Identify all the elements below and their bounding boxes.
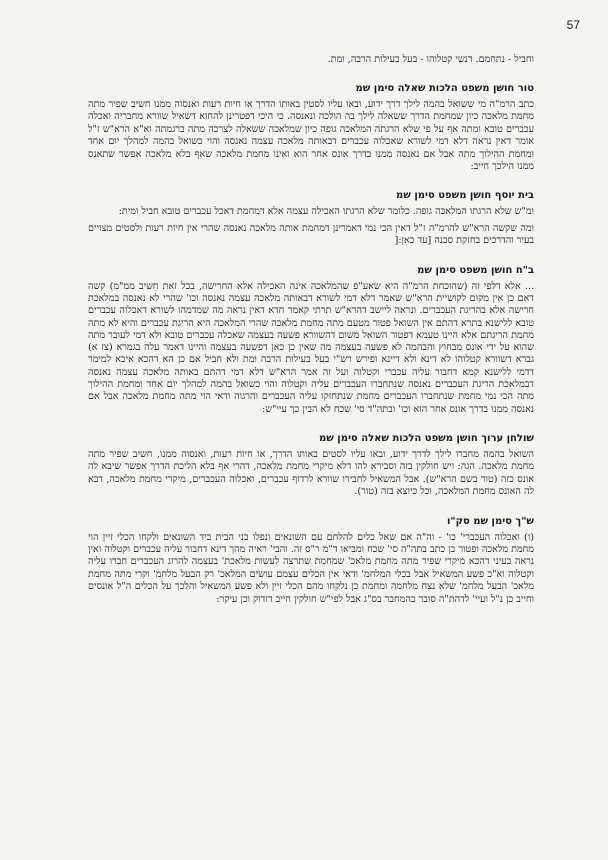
page-number: 57 [566,18,580,32]
section-title: בית יוסף חושן משפט סימן שמ [396,190,534,202]
section-title: ב"ח חושן משפט סימן שמ [417,264,534,276]
section-body: (ו) ואכלוה העכברי' כו' - וה"ה אם שאל כלים להלחם עם השונאים ונפלו בני הבית ביד השונאים ולקחו הכלי זיין הוי מחמת מלאכה ופטור כן כתב בתה"ה סי' שכח ומביאו ד"מ ר"ס זה. והבי' ראיה מהך דינא דחבור עליה עכברים וקטלוה ואין נראה בעיני דהכא מיקרי שפיר מתה מחמת מלאכ' שמחמת שתרצה לעשות מלאכת' בעצמה להרוג העכברים חברו עליה וקטלוה וא"כ פשע המשאיל אבל בכלי המלחמ' ודאי אין הכלים עצמם עושים המלאכ' רק הבעל מלחמ' וקרי מתה מחמת מלאכ' הבעל מלחמ' שלא נצח מלחמה ומחמת כן נלקחו מהם הכלי זיין ולא פשע המשאיל והלכך על הכלים ה"ל אונסים וחייב כן נ"ל ועיי' לדהת"ה סובר כהמחבר בס"ג אבל לפי"ש חולקין חייב דזדוק וכן עיקר: [88,531,534,605]
intro-line: וחביל - נתחמם. דנשי קטלוהו - בעל בעילות הרבה, ומת. [327,54,534,65]
section-title: שולחן ערוך חושן משפט הלכות שאלה סימן שמ [319,432,534,444]
page-content [88,53,534,622]
section-note: ומה שקשה הרא"ש להרמ"ה ז"ל דאין הכי נמי דאמרינן דמחמת אותה מלאכה נאנסה שהרי אין חיות רעות ולסטים מצויים בעיר והדרכים בחזקת סכנה [עד כאן:[ [88,222,534,247]
section-beit-yosef [88,189,534,247]
section-shulchan-aruch [88,432,534,499]
section-body: השואל בהמה מחברו לילך לדרך ידוע, ובאו עליו לסטים באותו הדרך, או חיות רעות, ואנסוה ממנו, חשיב שפיר מתה מחמת מלאכה. הגה: ויש חולקין בזה וסבירא להו דלא מיקרי מחמת מלאכה, דהרי אף בלא הליכת הדרך אפשר שיבא לה אונס כזה (טור בשם הרא"ש). אבל המשאיל לחבירו שוורא לרדוף עכברים, ואכלוה העכברים, מיקרי מחמת מלאכה, דבא לה האונס מחמת המלאכה, וכל כיוצא בזה (טור). [88,448,534,498]
section-body: ומ"ש שלא הרגתו המלאכה גופה. כלומר שלא הרגתו האכילה עצמה אלא דמחמת דאכל עכברים טובא חביל ומית: [118,206,534,218]
section-shach [88,515,534,606]
section-title: טור חושן משפט הלכות שאלה סימן שמ [355,83,534,94]
section-title: ש"ך סימן שמ סק"ו [446,515,534,527]
section-tur [88,82,534,173]
section-body: ... אלא דלפי זה (שהוכחת הרמ"ה היא שאע"פ שהמלאכה אינה האכילה אלא החרישה, בכל זאת חשיב ממ"מ) קשה דאם כן אין מקום לקושיית הרא"ש שאמר דלא דמי לשורא דבאותה מלאכה עצמה נאנסה וכו' שהרי לא נאנסה במלאכת חרישה אלא בהריגת העכברים. ונראה ליישב דהרא"ש תרתי קאמר חדא דאין נראה מה שמדמהו לשורא דאכלוה עכברים טובא ללישנא בתרא דהתם אין השואל פטור מטעם מתה מחמת מלאכה שהרי המלאכה היא הריגת עכברים והיא לא מתה מחמת הריגתם אלא היינו טעמא דפטור השואל משום דהשוורא פשעה בעצמה שאכלה עכברים טובא ולא דמי לעובר מתה שהוא על ידי אונס מבחוץ והבהמה לא פשעה בעצמה מה שאין כן כאן דפשעה בעצמה והיינו דאמר עלה בגמרא (צז א) גברא דשוורא קטלוהו לא דינא ולא דיינא ופירש רש"י בעל בעילות הרבה ומת ולא חביל אם כן הא דהכא איכא למימר דדמי ללישנא קמא דחבור עליה עכברי וקטלוה ועל זה אמר הרא"ש דלא דמי דהתם באותה מלאכה עצמה נאנסה דבמלאכת הריגת העכברים נאנסה שנתחברו העכברים עליה וקטלוה והוי כשואל בהמה למהלך יום אחד ומחמת ההילוך מתה הכי נמי מחמת שנתחברו העכברים מחמת שנתחזקו עליה העכברים והרגוה ודאי הוי מתה מחמת מלאכה אבל אם נאנסה ממנו בדרך אונס אחר הוא וכו' ובתה"ד סי' שכח לא הבין כך עיי"ש: [88,280,534,415]
section-bach [88,264,534,416]
section-body: כתב הרמ"ה מי ששואל בהמה לילך דרך ידוע, ובאו עליו לסטין באותו הדרך או חיות רעות ואנסוה ממנו חשיב שפיר מתה מחמת מלאכה כיון שמחמת הדרך ששאלה לילך בה הולכה ונאנסה. כי היכי דפטרינן להחוא דשאיל שוורא מחבריה ואכלה עכברים טובא ומתה אף על פי שלא הרגתה המלאכה גופה כיון שמלאכה ששאלה לצרכה מתה ברגמתה וא"א הרא"ש ז"ל אומר דאין נראה דלא דמי לשורא שאכלוה עכברים דבאותה מלאכה עצמה נאנסה והוי כשואל בהמה למהלך יום אחד ומחמת ההילוך מתה אבל אם נאנסה ממנו בדרך אונס אחר הוא ואינו מחמת מלאכה שאף בלא מלאכה אפשר שתאנס ממנו הילכך חייב: [88,99,534,173]
